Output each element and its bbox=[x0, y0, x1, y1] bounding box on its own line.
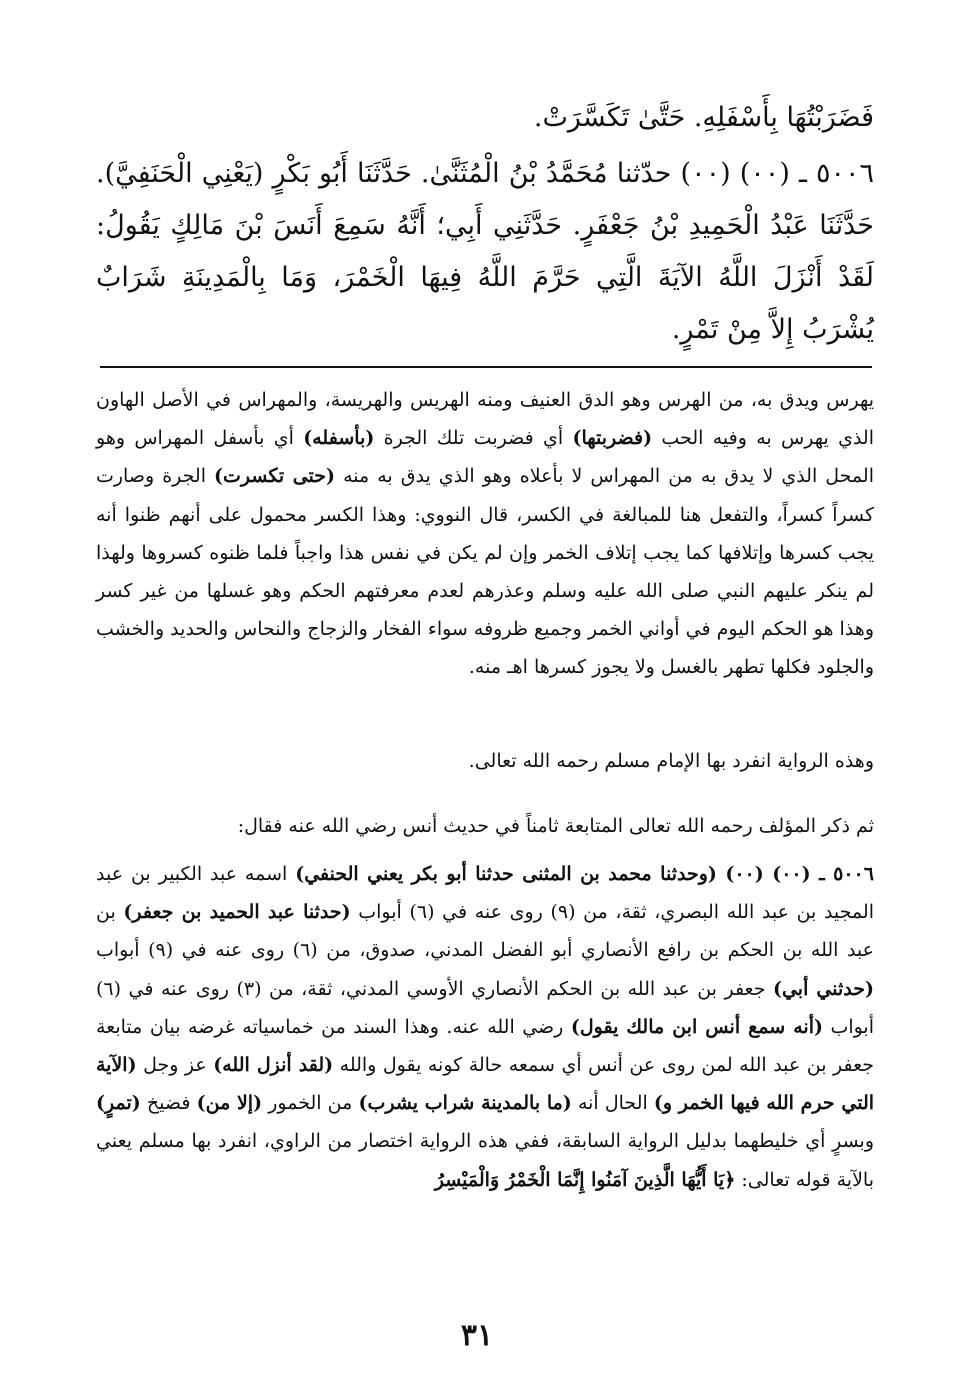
sharh-bold-quote: (بأسفله) bbox=[303, 427, 375, 450]
sharh-paragraph-3-text: ثم ذكر المؤلف رحمه الله تعالى المتابعة ثامناً في حديث أنس رضي الله عنه فقال: bbox=[237, 815, 874, 837]
matn-hadith-5006 bbox=[96, 148, 874, 356]
sharh-bold-quote: (ما بالمدينة شراب يشرب) bbox=[358, 1092, 572, 1115]
sharh-bold-quote: (حدثنا عبد الحميد بن جعفر) bbox=[123, 901, 351, 924]
page-number: ٣١ bbox=[460, 1318, 494, 1353]
sharh-bold-quote: (حتى تكسرت) bbox=[214, 465, 336, 488]
sharh-text-segment: الحال أنه bbox=[571, 1092, 654, 1115]
sharh-bold-quote: (إلا من) bbox=[196, 1092, 263, 1115]
sharh-bold-quote: (لقد أنزل الله) bbox=[213, 1054, 334, 1077]
sharh-bold-quote: (فضربتها) bbox=[572, 427, 653, 450]
sharh-paragraph-1 bbox=[96, 381, 874, 687]
matn-continuation-text: فَضَرَبْتُهَا بِأَسْفَلِهِ. حَتَّىٰ تَكَسَّرَتْ. bbox=[533, 102, 874, 133]
sharh-bold-quote: ٥٠٠٦ ـ (٠٠) (٠٠) (وحدثنا محمد بن المثنى حدثنا أبو بكر يعني الحنفي) bbox=[295, 863, 874, 885]
matn-hadith-text: ٥٠٠٦ ـ (٠٠) (٠٠) حدّثنا مُحَمَّدُ بْنُ الْمُثَنَّىٰ. حَدَّثَنَا أَبُو بَكْرٍ (يَعْنِي الْحَنَفِيَّ). حَدَّثَنَا عَبْدُ الْحَمِيدِ بْنُ جَعْفَرٍ. حَدَّثَنِي أَبِي؛ أَنَّهُ سَمِعَ أَنَسَ بْنَ مَالِكٍ يَقُولُ: لَقَدْ أَنْزَلَ اللَّهُ الآيَةَ الَّتِي حَرَّمَ اللَّهُ فِيهَا الْخَمْرَ، وَمَا بِالْمَدِينَةِ شَرَابٌ يُشْرَبُ إِلاَّ مِنْ تَمْرٍ. bbox=[96, 158, 874, 345]
sharh-bold-quote: (حدثني أبي) bbox=[772, 977, 875, 1000]
sharh-text-segment: اسمه عبد الكبير بن عبد المجيد بن عبد الله البصري، ثقة، من (٩) روى عنه في (٦) أبواب bbox=[96, 863, 874, 924]
sharh-paragraph-3 bbox=[96, 807, 874, 845]
sharh-text-segment: أي بأسفل المهراس وهو المحل الذي لا يدق به من المهراس لا بأعلاه وهو الذي يدق به منه bbox=[96, 427, 874, 488]
matn-continuation-line bbox=[96, 92, 874, 144]
sharh-text-segment: عز وجل bbox=[136, 1054, 214, 1077]
sharh-paragraph-4-text bbox=[96, 855, 874, 1199]
quran-verse-quote: ﴿يَا أَيُّهَا الَّذِينَ آمَنُوا إِنَّمَا الْخَمْرُ وَالْمَيْسِرُ bbox=[434, 1168, 736, 1191]
sharh-text-segment: جعفر بن عبد الله بن الحكم الأنصاري الأوسي المدني، ثقة، من (٣) روى عنه في (٦) أبواب bbox=[96, 977, 874, 1038]
sharh-text-segment: أي فضربت تلك الجرة bbox=[374, 427, 573, 450]
sharh-bold-quote: (تمرٍ) bbox=[96, 1092, 141, 1115]
sharh-bold-quote: (الآية التي حرم الله فيها الخمر و) bbox=[96, 1054, 875, 1115]
sharh-paragraph-2-text: وهذه الرواية انفرد بها الإمام مسلم رحمه الله تعالى. bbox=[468, 750, 874, 772]
sharh-bold-quote: (أنه سمع أنس ابن مالك يقول) bbox=[570, 1015, 823, 1038]
sharh-text-segment: بن عبد الله بن الحكم بن رافع الأنصاري أبو الفضل المدني، صدوق، من (٦) روى عنه في (٩) أبواب bbox=[96, 901, 875, 962]
sharh-paragraph-2 bbox=[96, 742, 874, 780]
sharh-text-segment: الجرة وصارت كسراً كسراً، والتفعل هنا للمبالغة في الكسر، قال النووي: وهذا الكسر محمول على أنهم ظنوا أنه يجب كسرها وإتلافها كما يجب إتلاف الخمر وإن لم يكن في نفس هذا واجباً فلما ظنوه كسروها ولهذا لم ينكر عليهم النبي صلى الله عليه وسلم وعذرهم لعدم معرفتهم الحكم وهو غسلها من غير كسر وهذا هو الحكم اليوم في أواني الخمر وجميع ظروفه سواء الفخار والزجاج والنحاس والحديد والخشب والجلود فكلها تطهر بالغسل ولا يجوز كسرها اهـ منه. bbox=[96, 465, 874, 679]
sharh-text-segment: وبسرٍ أي خليطهما بدليل الرواية السابقة، ففي هذه الرواية اختصار من الراوي، انفرد بها مسلم يعني بالآية قوله تعالى: bbox=[96, 1130, 874, 1191]
footnote-divider bbox=[100, 366, 872, 368]
sharh-text-segment: فضيخ bbox=[140, 1092, 197, 1115]
sharh-paragraph-1-text bbox=[96, 381, 874, 687]
sharh-text-segment: يهرس ويدق به، من الهرس وهو الدق العنيف ومنه الهريس والهريسة، والمهراس في الأصل الهاون الذي يهرس به وفيه الحب bbox=[96, 389, 874, 450]
sharh-paragraph-4 bbox=[96, 855, 874, 1199]
sharh-text-segment: من الخمور bbox=[262, 1092, 359, 1115]
sharh-text-segment: رضي الله عنه. وهذا السند من خماسياته غرضه بيان متابعة جعفر بن عبد الله لمن روى عن أنس أي سمعه حالة كونه يقول والله bbox=[96, 1015, 875, 1077]
